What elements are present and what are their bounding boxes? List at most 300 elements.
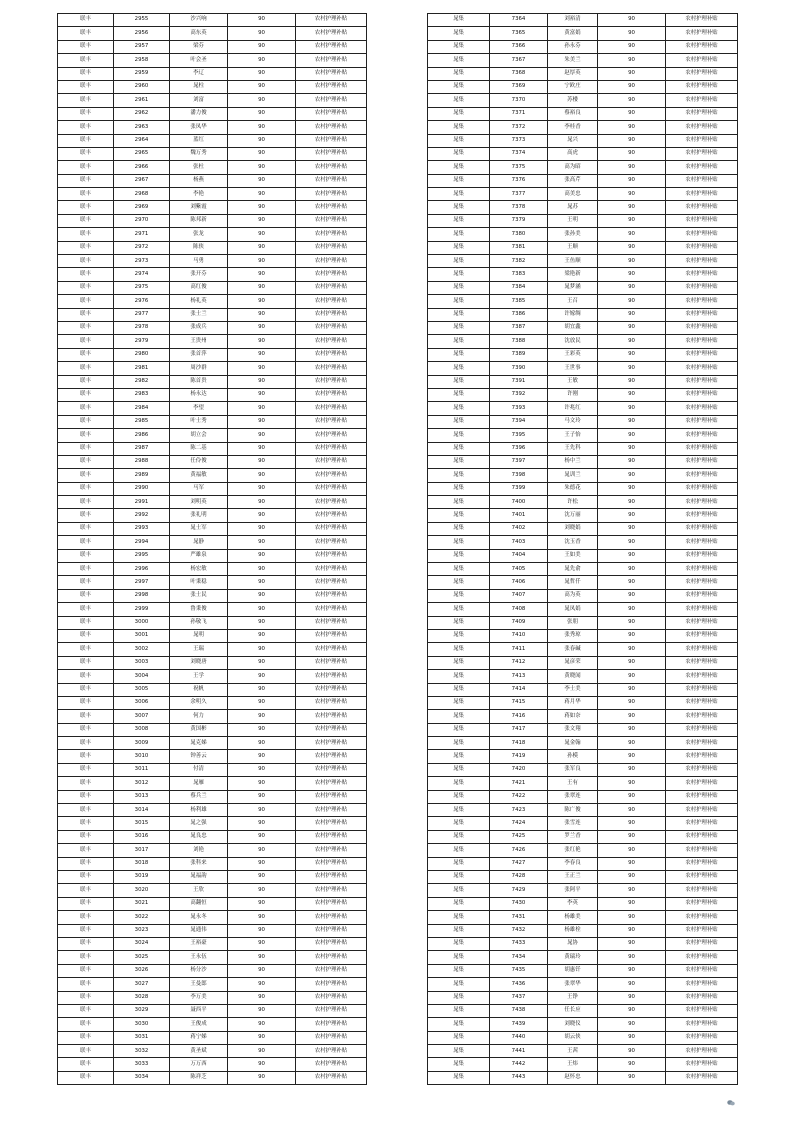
cell-name: 王正兰 <box>548 871 598 884</box>
cell-name: 黄富娟 <box>548 27 598 40</box>
cell-village: 晁集 <box>428 643 490 656</box>
cell-name: 晁永冬 <box>170 911 228 924</box>
cell-amount: 90 <box>598 402 666 415</box>
cell-amount: 90 <box>598 94 666 107</box>
cell-village: 联丰 <box>58 94 114 107</box>
cell-category: 农村护理补贴 <box>296 643 367 656</box>
table-row <box>58 763 367 776</box>
table-row <box>58 1018 367 1031</box>
cell-amount: 90 <box>228 844 296 857</box>
cell-serial: 7374 <box>490 147 548 160</box>
table-row <box>58 281 367 294</box>
cell-village: 晁集 <box>428 268 490 281</box>
table-row <box>428 522 738 535</box>
cell-serial: 7442 <box>490 1058 548 1071</box>
cell-village: 联丰 <box>58 576 114 589</box>
cell-amount: 90 <box>228 1058 296 1071</box>
cell-amount: 90 <box>598 549 666 562</box>
cell-village: 联丰 <box>58 589 114 602</box>
cell-serial: 3005 <box>114 683 170 696</box>
cell-village: 晁集 <box>428 978 490 991</box>
cell-amount: 90 <box>228 415 296 428</box>
cell-village: 晁集 <box>428 844 490 857</box>
cell-category: 农村护理补贴 <box>296 737 367 750</box>
cell-name: 王顺 <box>548 241 598 254</box>
cell-amount: 90 <box>228 429 296 442</box>
cell-category: 农村护理补贴 <box>296 603 367 616</box>
cell-category: 农村护理补贴 <box>666 228 738 241</box>
cell-category: 农村护理补贴 <box>296 1045 367 1058</box>
cell-amount: 90 <box>598 937 666 950</box>
cell-village: 晁集 <box>428 496 490 509</box>
cell-category: 农村护理补贴 <box>666 362 738 375</box>
table-row <box>58 121 367 134</box>
cell-name: 李辽 <box>170 67 228 80</box>
cell-category: 农村护理补贴 <box>666 696 738 709</box>
table-row <box>428 188 738 201</box>
cell-name: 李英 <box>548 897 598 910</box>
cell-category: 农村护理补贴 <box>666 844 738 857</box>
cell-name: 马军 <box>170 482 228 495</box>
cell-serial: 7407 <box>490 589 548 602</box>
cell-serial: 7389 <box>490 348 548 361</box>
cell-category: 农村护理补贴 <box>666 80 738 93</box>
cell-name: 张士兰 <box>170 308 228 321</box>
cell-name: 张龙 <box>170 228 228 241</box>
cell-village: 晁集 <box>428 737 490 750</box>
cell-category: 农村护理补贴 <box>666 522 738 535</box>
cell-name: 黄国彬 <box>170 723 228 736</box>
cell-serial: 2977 <box>114 308 170 321</box>
cell-village: 晁集 <box>428 763 490 776</box>
table-row <box>58 1058 367 1071</box>
cell-category: 农村护理补贴 <box>296 1018 367 1031</box>
cell-village: 联丰 <box>58 214 114 227</box>
cell-amount: 90 <box>598 54 666 67</box>
cell-category: 农村护理补贴 <box>666 964 738 977</box>
cell-category: 农村护理补贴 <box>296 188 367 201</box>
cell-village: 联丰 <box>58 429 114 442</box>
cell-name: 王铮 <box>548 991 598 1004</box>
cell-village: 联丰 <box>58 268 114 281</box>
table-row <box>428 817 738 830</box>
cell-village: 联丰 <box>58 629 114 642</box>
cell-village: 联丰 <box>58 1071 114 1084</box>
cell-name: 蔡裕良 <box>548 107 598 120</box>
cell-village: 晁集 <box>428 214 490 227</box>
cell-category: 农村护理补贴 <box>296 40 367 53</box>
cell-village: 联丰 <box>58 295 114 308</box>
table-row <box>428 924 738 937</box>
cell-name: 蒋如奈 <box>548 710 598 723</box>
cell-amount: 90 <box>598 268 666 281</box>
cell-amount: 90 <box>228 696 296 709</box>
cell-village: 联丰 <box>58 670 114 683</box>
table-row <box>428 174 738 187</box>
cell-name: 张阿平 <box>548 884 598 897</box>
cell-name: 王瑞 <box>170 643 228 656</box>
cell-village: 联丰 <box>58 174 114 187</box>
table-row <box>58 188 367 201</box>
cell-serial: 7440 <box>490 1031 548 1044</box>
table-row <box>58 830 367 843</box>
cell-category: 农村护理补贴 <box>296 388 367 401</box>
cell-serial: 3017 <box>114 844 170 857</box>
cell-serial: 2992 <box>114 509 170 522</box>
cell-category: 农村护理补贴 <box>666 897 738 910</box>
cell-name: 张开芬 <box>170 268 228 281</box>
cell-name: 沈放民 <box>548 335 598 348</box>
table-row <box>428 951 738 964</box>
cell-serial: 7371 <box>490 107 548 120</box>
cell-amount: 90 <box>228 188 296 201</box>
table-row <box>58 241 367 254</box>
cell-village: 晁集 <box>428 589 490 602</box>
cell-serial: 2987 <box>114 442 170 455</box>
cell-amount: 90 <box>598 589 666 602</box>
cell-name: 刘紫霞 <box>170 201 228 214</box>
cell-category: 农村护理补贴 <box>296 455 367 468</box>
cell-village: 晁集 <box>428 884 490 897</box>
cell-serial: 7434 <box>490 951 548 964</box>
table-row <box>428 321 738 334</box>
cell-serial: 7403 <box>490 536 548 549</box>
cell-category: 农村护理补贴 <box>666 255 738 268</box>
cell-village: 联丰 <box>58 147 114 160</box>
table-row <box>428 1018 738 1031</box>
cell-amount: 90 <box>598 80 666 93</box>
cell-amount: 90 <box>598 522 666 535</box>
cell-name: 杨雄美 <box>548 911 598 924</box>
cell-amount: 90 <box>228 1045 296 1058</box>
cell-village: 晁集 <box>428 161 490 174</box>
cell-village: 晁集 <box>428 121 490 134</box>
table-row <box>428 1004 738 1017</box>
cell-name: 陈二基 <box>170 442 228 455</box>
cell-category: 农村护理补贴 <box>296 656 367 669</box>
cell-village: 联丰 <box>58 871 114 884</box>
cell-amount: 90 <box>228 897 296 910</box>
cell-amount: 90 <box>228 924 296 937</box>
cell-name: 晁士军 <box>170 522 228 535</box>
cell-village: 联丰 <box>58 14 114 27</box>
right-table-body <box>428 14 738 1085</box>
cell-amount: 90 <box>228 737 296 750</box>
cell-amount: 90 <box>598 14 666 27</box>
cell-category: 农村护理补贴 <box>666 455 738 468</box>
table-row <box>58 469 367 482</box>
cell-village: 晁集 <box>428 1058 490 1071</box>
cell-serial: 7399 <box>490 482 548 495</box>
table-row <box>428 241 738 254</box>
cell-name: 高东英 <box>170 27 228 40</box>
cell-name: 杨礼英 <box>170 295 228 308</box>
cell-name: 晁福韵 <box>170 871 228 884</box>
cell-name: 晁兴 <box>548 134 598 147</box>
cell-amount: 90 <box>228 777 296 790</box>
table-row <box>58 40 367 53</box>
cell-village: 晁集 <box>428 951 490 964</box>
cell-amount: 90 <box>228 268 296 281</box>
cell-name: 罗兰香 <box>548 830 598 843</box>
table-row <box>428 710 738 723</box>
cell-amount: 90 <box>598 924 666 937</box>
cell-name: 张雪连 <box>548 817 598 830</box>
table-row <box>428 629 738 642</box>
cell-category: 农村护理补贴 <box>296 978 367 991</box>
table-row <box>428 683 738 696</box>
cell-category: 农村护理补贴 <box>666 174 738 187</box>
cell-village: 联丰 <box>58 201 114 214</box>
cell-amount: 90 <box>598 536 666 549</box>
table-row <box>58 670 367 683</box>
cell-name: 张首萍 <box>170 348 228 361</box>
cell-village: 晁集 <box>428 830 490 843</box>
cell-category: 农村护理补贴 <box>666 1058 738 1071</box>
cell-village: 晁集 <box>428 67 490 80</box>
cell-village: 联丰 <box>58 161 114 174</box>
cell-category: 农村护理补贴 <box>296 763 367 776</box>
cell-village: 晁集 <box>428 857 490 870</box>
table-row <box>58 549 367 562</box>
cell-name: 晁哲仟 <box>548 576 598 589</box>
cell-village: 晁集 <box>428 509 490 522</box>
cell-village: 联丰 <box>58 1058 114 1071</box>
cell-village: 晁集 <box>428 255 490 268</box>
cell-name: 晁训兰 <box>548 469 598 482</box>
cell-category: 农村护理补贴 <box>296 884 367 897</box>
cell-category: 农村护理补贴 <box>666 188 738 201</box>
cell-serial: 7373 <box>490 134 548 147</box>
table-row <box>428 777 738 790</box>
cell-village: 晁集 <box>428 308 490 321</box>
cell-serial: 2966 <box>114 161 170 174</box>
cell-serial: 7410 <box>490 629 548 642</box>
cell-name: 胡宜鑫 <box>548 321 598 334</box>
cell-serial: 7390 <box>490 362 548 375</box>
cell-amount: 90 <box>598 951 666 964</box>
cell-village: 联丰 <box>58 134 114 147</box>
cell-village: 晁集 <box>428 388 490 401</box>
table-row <box>58 924 367 937</box>
cell-category: 农村护理补贴 <box>296 147 367 160</box>
table-row <box>58 509 367 522</box>
cell-category: 农村护理补贴 <box>296 777 367 790</box>
table-row <box>58 429 367 442</box>
cell-village: 晁集 <box>428 817 490 830</box>
cell-serial: 7381 <box>490 241 548 254</box>
cell-amount: 90 <box>228 121 296 134</box>
cell-village: 联丰 <box>58 656 114 669</box>
cell-village: 晁集 <box>428 522 490 535</box>
cell-serial: 3004 <box>114 670 170 683</box>
table-row <box>428 362 738 375</box>
table-row <box>428 80 738 93</box>
cell-category: 农村护理补贴 <box>666 147 738 160</box>
cell-name: 潘力俊 <box>170 107 228 120</box>
cell-name: 王先科 <box>548 442 598 455</box>
table-row <box>428 978 738 991</box>
cell-category: 农村护理补贴 <box>666 40 738 53</box>
cell-village: 晁集 <box>428 629 490 642</box>
cell-serial: 7425 <box>490 830 548 843</box>
cell-name: 晁梦涵 <box>548 281 598 294</box>
cell-name: 马文玲 <box>548 415 598 428</box>
cell-village: 晁集 <box>428 375 490 388</box>
cell-name: 王炜 <box>548 1058 598 1071</box>
cell-name: 张秀琼 <box>548 629 598 642</box>
table-row <box>58 482 367 495</box>
cell-serial: 2975 <box>114 281 170 294</box>
cell-category: 农村护理补贴 <box>666 670 738 683</box>
cell-name: 晁良忠 <box>170 830 228 843</box>
table-row <box>428 1071 738 1084</box>
cell-amount: 90 <box>598 603 666 616</box>
cell-name: 张成兵 <box>170 321 228 334</box>
cell-amount: 90 <box>598 375 666 388</box>
cell-category: 农村护理补贴 <box>666 469 738 482</box>
cell-village: 联丰 <box>58 496 114 509</box>
cell-category: 农村护理补贴 <box>666 335 738 348</box>
cell-name: 严雄泉 <box>170 549 228 562</box>
cell-amount: 90 <box>598 348 666 361</box>
cell-serial: 2959 <box>114 67 170 80</box>
cell-amount: 90 <box>598 670 666 683</box>
cell-category: 农村护理补贴 <box>296 522 367 535</box>
cell-serial: 7437 <box>490 991 548 1004</box>
cell-name: 沈万丽 <box>548 509 598 522</box>
cell-village: 联丰 <box>58 375 114 388</box>
cell-serial: 2984 <box>114 402 170 415</box>
cell-category: 农村护理补贴 <box>666 375 738 388</box>
cell-amount: 90 <box>598 188 666 201</box>
cell-amount: 90 <box>228 1071 296 1084</box>
cell-serial: 3022 <box>114 911 170 924</box>
cell-serial: 3024 <box>114 937 170 950</box>
cell-category: 农村护理补贴 <box>666 321 738 334</box>
cell-category: 农村护理补贴 <box>666 589 738 602</box>
cell-category: 农村护理补贴 <box>666 750 738 763</box>
table-row <box>58 161 367 174</box>
cell-serial: 7394 <box>490 415 548 428</box>
cell-amount: 90 <box>598 121 666 134</box>
cell-category: 农村护理补贴 <box>666 924 738 937</box>
cell-category: 农村护理补贴 <box>666 496 738 509</box>
cell-category: 农村护理补贴 <box>666 777 738 790</box>
cell-serial: 3014 <box>114 804 170 817</box>
cell-name: 黄晓闻 <box>548 670 598 683</box>
cell-amount: 90 <box>228 563 296 576</box>
cell-amount: 90 <box>598 469 666 482</box>
table-row <box>58 228 367 241</box>
cell-category: 农村护理补贴 <box>666 67 738 80</box>
table-row <box>428 67 738 80</box>
cell-name: 刘富 <box>170 94 228 107</box>
cell-category: 农村护理补贴 <box>666 737 738 750</box>
cell-serial: 3013 <box>114 790 170 803</box>
cell-name: 魏万秀 <box>170 147 228 160</box>
table-row <box>428 94 738 107</box>
cell-name: 张翠华 <box>548 978 598 991</box>
table-row <box>428 40 738 53</box>
cell-serial: 3030 <box>114 1018 170 1031</box>
cell-serial: 7417 <box>490 723 548 736</box>
cell-village: 晁集 <box>428 924 490 937</box>
cell-name: 张朋 <box>548 616 598 629</box>
table-row <box>428 576 738 589</box>
cell-village: 联丰 <box>58 683 114 696</box>
cell-serial: 7415 <box>490 696 548 709</box>
cell-village: 联丰 <box>58 804 114 817</box>
cell-serial: 7383 <box>490 268 548 281</box>
cell-category: 农村护理补贴 <box>296 696 367 709</box>
cell-name: 蒋宁娣 <box>170 1031 228 1044</box>
table-row <box>428 308 738 321</box>
cell-village: 晁集 <box>428 469 490 482</box>
cell-category: 农村护理补贴 <box>296 911 367 924</box>
cell-name: 高红俊 <box>170 281 228 294</box>
table-row <box>428 696 738 709</box>
cell-name: 晁柱 <box>170 80 228 93</box>
cell-amount: 90 <box>228 804 296 817</box>
table-row <box>58 616 367 629</box>
cell-village: 联丰 <box>58 281 114 294</box>
cell-category: 农村护理补贴 <box>296 629 367 642</box>
table-row <box>428 871 738 884</box>
cell-name: 赵怀忠 <box>548 1071 598 1084</box>
cell-name: 王裕豪 <box>170 937 228 950</box>
cell-serial: 7411 <box>490 643 548 656</box>
cell-category: 农村护理补贴 <box>666 790 738 803</box>
cell-serial: 2989 <box>114 469 170 482</box>
cell-amount: 90 <box>228 964 296 977</box>
cell-village: 晁集 <box>428 482 490 495</box>
cell-name: 刘晓唐 <box>170 656 228 669</box>
cell-village: 晁集 <box>428 750 490 763</box>
cell-serial: 2980 <box>114 348 170 361</box>
cell-serial: 7406 <box>490 576 548 589</box>
table-row <box>58 1004 367 1017</box>
cell-name: 杨永达 <box>170 388 228 401</box>
cell-village: 晁集 <box>428 281 490 294</box>
cell-serial: 2996 <box>114 563 170 576</box>
cell-category: 农村护理补贴 <box>296 362 367 375</box>
cell-amount: 90 <box>598 161 666 174</box>
cell-serial: 7421 <box>490 777 548 790</box>
cell-name: 李士美 <box>548 683 598 696</box>
cell-serial: 3020 <box>114 884 170 897</box>
cell-village: 联丰 <box>58 107 114 120</box>
cell-name: 陈广俊 <box>548 804 598 817</box>
cell-name: 高美忠 <box>548 188 598 201</box>
cell-amount: 90 <box>598 1004 666 1017</box>
cell-name: 刘艳 <box>170 844 228 857</box>
wechat-icon <box>727 1100 735 1106</box>
table-row <box>428 656 738 669</box>
table-row <box>58 255 367 268</box>
cell-village: 联丰 <box>58 817 114 830</box>
cell-serial: 2991 <box>114 496 170 509</box>
cell-name: 张文翔 <box>548 723 598 736</box>
cell-amount: 90 <box>228 402 296 415</box>
table-row <box>58 1031 367 1044</box>
cell-serial: 2997 <box>114 576 170 589</box>
table-row <box>428 804 738 817</box>
table-row <box>428 549 738 562</box>
cell-category: 农村护理补贴 <box>666 107 738 120</box>
table-row <box>428 107 738 120</box>
cell-amount: 90 <box>228 536 296 549</box>
